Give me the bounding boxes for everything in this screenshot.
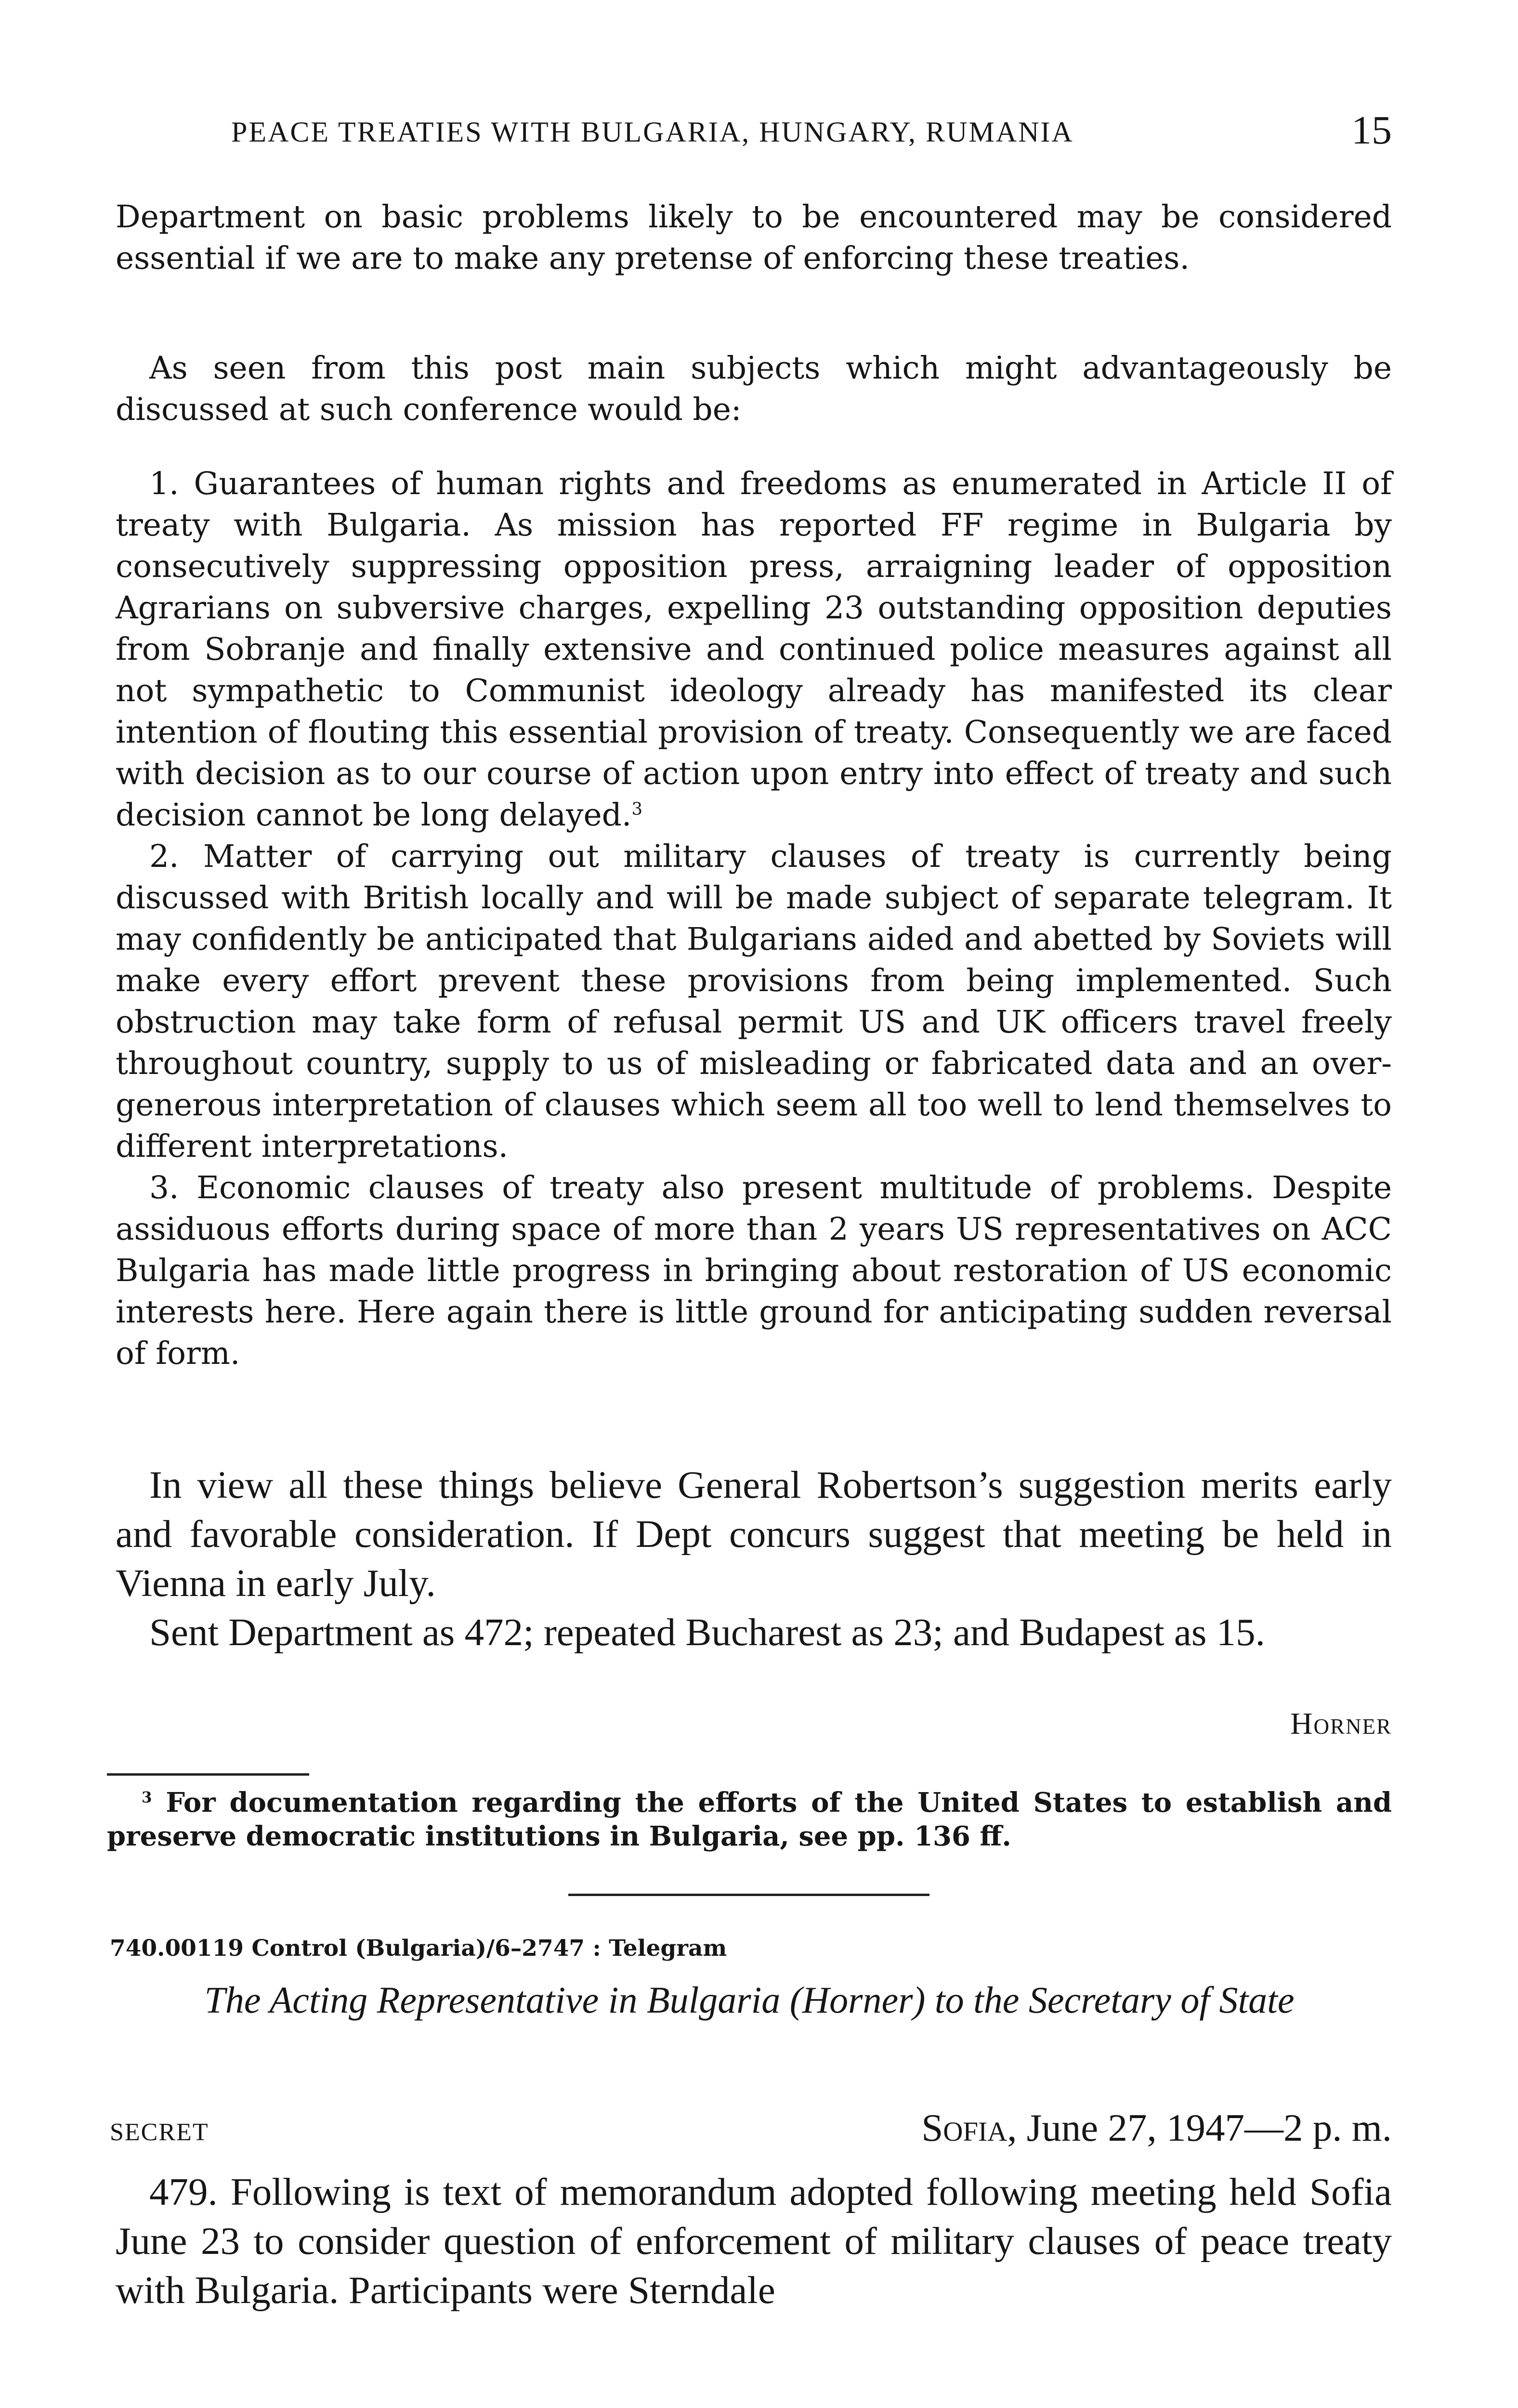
page-number: 15	[1351, 108, 1392, 153]
list-item-text: 3. Economic clauses of treaty also present multitude of problems. Despite assiduous efforts during space of more than 2 years US representatives on ACC Bulgaria has made little progress in bringing about restoration of US economic interests here. Here again there is little ground for anticipating sudden reversal of form.	[116, 1170, 1392, 1372]
telegram-body: 479. Following is text of memorandum adopted following meeting held Sofia June 23 to consider question of enforcement of military clauses of peace treaty with Bulgaria. Participants were Sterndale	[116, 2170, 1392, 2312]
signature: Horner	[1290, 1706, 1392, 1741]
closing-paragraphs	[116, 1460, 1392, 1657]
intro-paragraph: As seen from this post main subjects which might advantageously be discussed at such conference would be:	[116, 350, 1392, 428]
file-reference: 740.00119 Control (Bulgaria)/6–2747 : Telegram	[110, 1935, 727, 1962]
list-item	[116, 836, 1392, 1167]
classification: SECRET	[110, 2119, 209, 2146]
section-divider	[568, 1894, 929, 1896]
footnote-reference: 3	[631, 799, 643, 819]
numbered-list	[116, 463, 1392, 1374]
footnote	[107, 1786, 1392, 1853]
dateline	[921, 2106, 1392, 2150]
closing-paragraph: Sent Department as 472; repeated Bucharest as 23; and Budapest as 15.	[149, 1610, 1265, 1654]
list-item	[116, 1167, 1392, 1374]
list-item	[116, 463, 1392, 836]
opening-paragraph: Department on basic problems likely to be encountered may be considered essential if we are to make any pretense of enforcing these treaties.	[116, 199, 1392, 276]
document-heading: The Acting Representative in Bulgaria (Horner) to the Secretary of State	[204, 1979, 1295, 2021]
closing-paragraph: In view all these things believe General Robertson’s suggestion merits early and favorable consideration. If Dept concurs suggest that meeting be held in Vienna in early July.	[116, 1463, 1392, 1605]
running-head	[231, 107, 1392, 160]
dateline-date: June 27, 1947—2 p. m.	[1026, 2106, 1392, 2149]
footnote-text: For documentation regarding the efforts of the United States to establish and preserve democratic institutions in Bulgaria, see pp. 136 ff.	[107, 1787, 1392, 1852]
running-head-title: PEACE TREATIES WITH BULGARIA, HUNGARY, RUMANIA	[231, 116, 1074, 148]
dateline-place: Sofia,	[921, 2106, 1017, 2149]
footnote-marker: 3	[142, 1789, 152, 1806]
footnote-divider	[107, 1773, 309, 1776]
list-item-text: 1. Guarantees of human rights and freedoms as enumerated in Article II of treaty with Bulgaria. As mission has reported FF regime in Bulgaria by consecutively suppressing opposition press, arraigning leader of opposition Agrarians on subversive charges, expelling 23 outstanding opposition deputies from Sobranje and finally extensive and continued police measures against all not sympathetic to Communist ideology already has manifested its clear intention of flouting this essential provision of treaty. Consequently we are faced with decision as to our course of action upon entry into effect of treaty and such decision cannot be long delayed.	[116, 466, 1392, 833]
list-item-text: 2. Matter of carrying out military clauses of treaty is currently being discussed with British locally and will be made subject of separate telegram. It may confidently be anticipated that Bulgarians aided and abetted by Soviets will make every effort prevent these provisions from being implemented. Such obstruction may take form of refusal permit US and UK officers travel freely throughout country, supply to us of misleading or fabricated data and an over-generous interpretation of clauses which seem all too well to lend themselves to different interpretations.	[116, 838, 1392, 1165]
